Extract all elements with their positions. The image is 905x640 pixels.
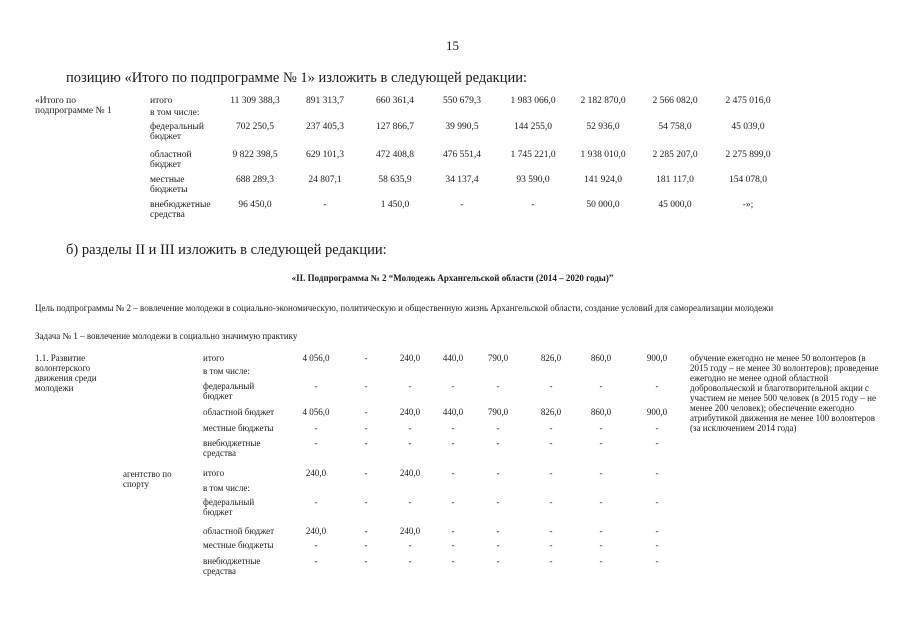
table-cell: -: [655, 497, 659, 507]
table-cell: 2 275 899,0: [725, 150, 771, 160]
table-cell: -: [496, 540, 500, 550]
table-cell: -: [314, 540, 318, 550]
table-cell: -: [496, 438, 500, 448]
activity-name: 1.1. Развитие волонтерского движения среди молодежи: [35, 353, 97, 393]
table-cell: -: [451, 556, 455, 566]
table-cell: 240,0: [305, 526, 327, 536]
table-cell: 440,0: [442, 407, 464, 417]
table-cell: -: [496, 468, 500, 478]
table-row: [35, 96, 771, 108]
page-number: 15: [446, 38, 459, 53]
table-cell: -: [599, 497, 603, 507]
table-cell: -: [655, 556, 659, 566]
table-cell: 2 475 016,0: [725, 96, 771, 106]
table-cell: -: [314, 381, 318, 391]
table-cell: -»;: [742, 200, 754, 210]
table-cell: -: [549, 497, 553, 507]
table-rows: [35, 96, 771, 224]
table-cell: 1 745 221,0: [510, 150, 556, 160]
table-cell: -: [531, 200, 535, 210]
table-cell: 93 590,0: [516, 175, 550, 185]
funding-source: местные бюджеты: [203, 540, 274, 550]
table-cell: -: [549, 468, 553, 478]
table-cell: -: [655, 526, 659, 536]
table-cell: -: [496, 556, 500, 566]
table-cell: -: [314, 556, 318, 566]
table-cell: 1 938 010,0: [580, 150, 626, 160]
table-cell: 154 078,0: [729, 175, 767, 185]
table-cell: 860,0: [590, 353, 612, 363]
table-cell: 900,0: [646, 353, 668, 363]
funding-source: итого: [203, 353, 225, 363]
table-cell: 50 000,0: [586, 200, 620, 210]
table-cell: 1 983 066,0: [510, 96, 556, 106]
table-cell: 550 679,3: [443, 96, 481, 106]
table-cell: 440,0: [442, 353, 464, 363]
table-cell: 2 285 207,0: [652, 150, 698, 160]
table-row: [35, 526, 875, 540]
activity-executor: агентство по спорту: [123, 469, 172, 489]
funding-source: в том числе:: [203, 366, 250, 376]
table-cell: -: [655, 381, 659, 391]
table-cell: 240,0: [399, 526, 421, 536]
table-cell: -: [451, 438, 455, 448]
section-title: «II. Подпрограмма № 2 “Молодежь Архангельской области (2014 – 2020 годы)”: [291, 273, 614, 283]
funding-source: внебюджетные средства: [150, 200, 211, 220]
subprogram-task: Задача № 1 – вовлечение молодежи в социально значимую практику: [35, 331, 298, 341]
table-row: [35, 483, 875, 497]
table-cell: 237 405,3: [306, 122, 344, 132]
table-row: [35, 150, 771, 175]
table-cell: 52 936,0: [586, 122, 620, 132]
activity-expected-result: обучение ежегодно не менее 50 волонтеров (в 2015 году – не менее 30 волонтеров); проведение ежегодно не менее одной областной добровольческой и благотворительной акции с участием не менее 500 человек (в 2015 году – не менее 200 человек); обеспечение ежегодно атрибутикой движения не менее 100 волонтеров (за исключением 2014 года): [690, 353, 879, 433]
table-cell: 34 137,4: [445, 175, 479, 185]
table-cell: 702 250,5: [236, 122, 274, 132]
table-row: [35, 497, 875, 526]
table-cell: -: [496, 526, 500, 536]
table-row: [35, 108, 735, 122]
table-cell: -: [451, 423, 455, 433]
funding-source: итого: [150, 96, 173, 106]
table-cell: 240,0: [305, 468, 327, 478]
table-cell: 240,0: [399, 407, 421, 417]
table-cell: -: [549, 438, 553, 448]
subprogram-goal: Цель подпрограммы № 2 – вовлечение молодежи в социально-экономическую, политическую и общественную жизнь Архангельской области, создание условий для самореализации молодежи: [35, 303, 774, 313]
table-cell: -: [323, 200, 327, 210]
table-cell: 472 408,8: [376, 150, 414, 160]
table-cell: -: [364, 556, 368, 566]
table-cell: -: [599, 381, 603, 391]
table-cell: 891 313,7: [306, 96, 344, 106]
table-cell: -: [364, 526, 368, 536]
funding-source: областной бюджет: [203, 407, 275, 417]
table-cell: 900,0: [646, 407, 668, 417]
table-cell: -: [364, 438, 368, 448]
table-cell: 96 450,0: [238, 200, 272, 210]
table-cell: -: [364, 353, 368, 363]
table-cell: 476 551,4: [443, 150, 481, 160]
table-row: [35, 556, 875, 581]
funding-source: местные бюджеты: [150, 175, 188, 195]
table-cell: -: [496, 381, 500, 391]
table-cell: 1 450,0: [380, 200, 410, 210]
table-cell: -: [364, 540, 368, 550]
table-row: [35, 540, 875, 556]
table-cell: 2 182 870,0: [580, 96, 626, 106]
table-row: [35, 175, 767, 200]
table-cell: -: [549, 423, 553, 433]
table-cell: 127 866,7: [376, 122, 414, 132]
table-cell: -: [599, 468, 603, 478]
funding-source: итого: [203, 468, 225, 478]
table-cell: -: [364, 497, 368, 507]
table-cell: 58 635,9: [378, 175, 412, 185]
table-row-label: «Итого по подпрограмме № 1: [35, 96, 112, 116]
table-cell: 629 101,3: [306, 150, 344, 160]
funding-source: областной бюджет: [150, 150, 192, 170]
table-cell: 790,0: [487, 407, 509, 417]
table-row: [35, 200, 754, 224]
funding-source: внебюджетные средства: [203, 438, 261, 458]
table-cell: -: [549, 540, 553, 550]
table-cell: 790,0: [487, 353, 509, 363]
table-cell: 826,0: [540, 353, 562, 363]
funding-source: в том числе:: [203, 483, 250, 493]
table-cell: 144 255,0: [514, 122, 552, 132]
table-row: [35, 468, 875, 483]
table-cell: -: [496, 497, 500, 507]
table-cell: -: [408, 540, 412, 550]
table-row: [35, 122, 765, 150]
table-cell: -: [549, 556, 553, 566]
table-cell: -: [314, 438, 318, 448]
table-cell: -: [655, 468, 659, 478]
table-cell: 2 566 082,0: [652, 96, 698, 106]
table-cell: -: [364, 468, 368, 478]
table-cell: -: [451, 526, 455, 536]
table-cell: -: [599, 540, 603, 550]
table-cell: -: [655, 423, 659, 433]
table-cell: 54 758,0: [658, 122, 692, 132]
table-cell: -: [451, 468, 455, 478]
table-cell: -: [460, 200, 464, 210]
table-cell: -: [451, 381, 455, 391]
table-cell: -: [364, 381, 368, 391]
heading-total-position: позицию «Итого по подпрограмме № 1» изложить в следующей редакции:: [66, 70, 528, 86]
table-cell: 45 039,0: [731, 122, 765, 132]
table-cell: -: [408, 438, 412, 448]
table-cell: -: [364, 407, 368, 417]
funding-source: внебюджетные средства: [203, 556, 261, 576]
table-cell: 4 056,0: [302, 407, 330, 417]
table-cell: -: [314, 497, 318, 507]
funding-source: федеральный бюджет: [203, 381, 255, 401]
table-cell: 39 990,5: [445, 122, 479, 132]
table-cell: -: [655, 540, 659, 550]
table-cell: -: [599, 526, 603, 536]
funding-source: местные бюджеты: [203, 423, 274, 433]
table-row: [35, 438, 875, 468]
table-cell: -: [599, 556, 603, 566]
table-cell: -: [451, 540, 455, 550]
table-cell: -: [451, 497, 455, 507]
table-cell: -: [599, 438, 603, 448]
table-subprogram-1-total: [35, 96, 771, 224]
table-cell: -: [408, 556, 412, 566]
table-cell: 181 117,0: [656, 175, 694, 185]
table-cell: 240,0: [399, 353, 421, 363]
table-cell: 826,0: [540, 407, 562, 417]
table-cell: 9 822 398,5: [232, 150, 278, 160]
table-cell: -: [314, 423, 318, 433]
table-cell: -: [599, 423, 603, 433]
funding-source: федеральный бюджет: [203, 497, 255, 517]
funding-source: в том числе:: [150, 108, 200, 118]
table-cell: 141 924,0: [584, 175, 622, 185]
table-cell: 4 056,0: [302, 353, 330, 363]
table-cell: 240,0: [399, 468, 421, 478]
table-cell: -: [496, 423, 500, 433]
table-cell: -: [549, 381, 553, 391]
table-cell: -: [549, 526, 553, 536]
table-cell: 860,0: [590, 407, 612, 417]
heading-sections: б) разделы II и III изложить в следующей редакции:: [66, 242, 387, 258]
table-cell: 660 361,4: [376, 96, 414, 106]
table-cell: -: [364, 423, 368, 433]
table-cell: -: [655, 438, 659, 448]
table-cell: 24 807,1: [308, 175, 342, 185]
table-cell: -: [408, 381, 412, 391]
funding-source: областной бюджет: [203, 526, 275, 536]
funding-source: федеральный бюджет: [150, 122, 204, 142]
table-cell: -: [408, 497, 412, 507]
table-cell: 11 309 388,3: [230, 96, 280, 106]
table-cell: -: [408, 423, 412, 433]
table-cell: 45 000,0: [658, 200, 692, 210]
table-cell: 688 289,3: [236, 175, 274, 185]
